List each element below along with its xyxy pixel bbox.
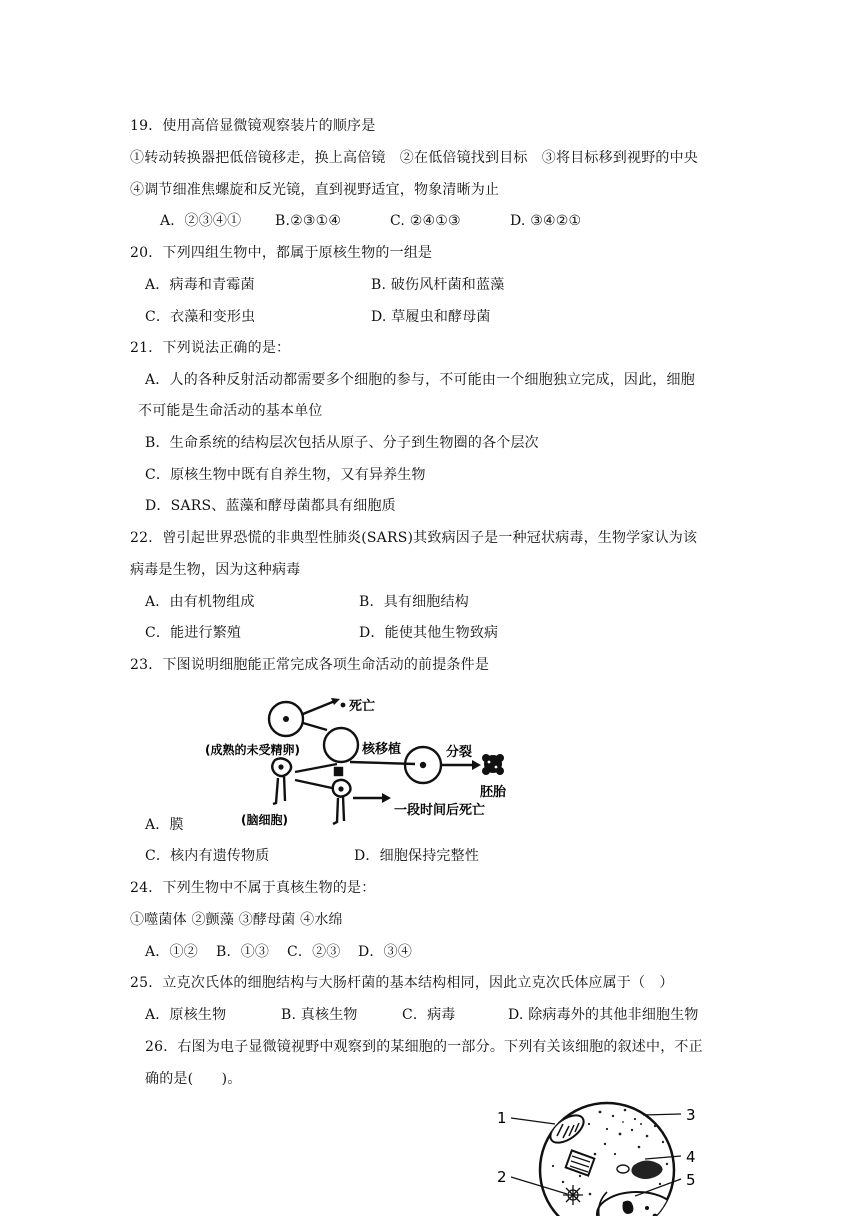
- q22-option-a: A．由有机物组成: [145, 594, 255, 610]
- q20-option-b: B. 破伤风杆菌和蓝藻: [371, 277, 505, 293]
- q23-option-d: D．细胞保持完整性: [354, 848, 480, 864]
- q26-cell-figure: [495, 1084, 705, 1216]
- q20-stem: 20．下列四组生物中，都属于原核生物的一组是: [130, 245, 433, 261]
- q22-options-row2: [145, 623, 498, 643]
- q22-stem-line1: 22．曾引起世界恐慌的非典型性肺炎(SARS)其致病因子是一种冠状病毒，生物学家认为该: [130, 530, 698, 546]
- q23-option-c: C．核内有遗传物质: [145, 848, 270, 864]
- q25-options: [145, 1005, 699, 1025]
- q22-option-d: D．能使其他生物致病: [359, 625, 499, 641]
- label-later-death: 一段时间后死亡: [394, 803, 486, 818]
- label-death: 死亡: [349, 699, 376, 714]
- q24-items: ①噬菌体 ②颤藻 ③酵母菌 ④水绵: [130, 912, 343, 928]
- label-mature-egg: (成熟的未受精卵): [205, 743, 300, 757]
- q21-option-d: D．SARS、蓝藻和酵母菌都具有细胞质: [145, 498, 396, 514]
- q22-option-c: C．能进行繁殖: [145, 625, 242, 641]
- label-3: 3: [686, 1106, 696, 1124]
- q19-option-a: A．②③④①: [160, 213, 242, 229]
- label-division: 分裂: [446, 745, 473, 760]
- q21-option-a-line2: 不可能是生命活动的基本单位: [138, 403, 323, 419]
- q25-option-b: B. 真核生物: [281, 1007, 358, 1023]
- q22-option-b: B．具有细胞结构: [359, 594, 469, 610]
- q19-line2: ④调节细准焦螺旋和反光镜，直到视野适宜，物象清晰为止: [130, 182, 500, 198]
- label-brain-cell: (脑细胞): [241, 813, 288, 827]
- label-embryo: 胚胎: [480, 785, 507, 800]
- q19-option-b: B.②③①④: [275, 213, 342, 229]
- q20-options-row1: [145, 275, 504, 295]
- label-nuclear-transfer: 核移植: [362, 742, 402, 757]
- q24-option-d: D．③④: [358, 944, 413, 960]
- label-5: 5: [686, 1171, 696, 1189]
- q26-stem-line2: 确的是( )。: [145, 1071, 242, 1087]
- q20-options-row2: [145, 307, 491, 327]
- q24-option-c: C．②③: [287, 944, 341, 960]
- q23-stem: 23．下图说明细胞能正常完成各项生命活动的前提条件是: [130, 657, 490, 673]
- q19-stem: 19．使用高倍显微镜观察装片的顺序是: [130, 118, 376, 134]
- q25-stem: 25．立克次氏体的细胞结构与大肠杆菌的基本结构相同，因此立克次氏体应属于（ ）: [130, 975, 674, 991]
- q26-stem-line1: 26．右图为电子显微镜视野中观察到的某细胞的一部分。下列有关该细胞的叙述中，不正: [145, 1039, 703, 1055]
- q23-option-a: A．膜: [145, 817, 184, 833]
- q21-option-a-line1: A．人的各种反射活动都需要多个细胞的参与，不可能由一个细胞独立完成，因此，细胞: [145, 372, 695, 388]
- q20-option-c: C．衣藻和变形虫: [145, 309, 256, 325]
- q23-options-row2: [145, 846, 479, 866]
- q25-option-d: D. 除病毒外的其他非细胞生物: [508, 1007, 699, 1023]
- q20-option-a: A．病毒和青霉菌: [145, 277, 255, 293]
- q19-option-c: C. ②④①③: [390, 213, 461, 229]
- q24-option-b: B．①③: [216, 944, 270, 960]
- q19-line1: ①转动转换器把低倍镜移走，换上高倍镜 ②在低倍镜找到目标 ③将目标移到视野的中央: [130, 150, 698, 166]
- q20-option-d: D. 草履虫和酵母菌: [371, 309, 491, 325]
- q21-option-b: B．生命系统的结构层次包括从原子、分子到生物圈的各个层次: [145, 435, 539, 451]
- q25-option-c: C．病毒: [402, 1007, 456, 1023]
- centrosome: [563, 1185, 583, 1205]
- q21-option-c: C．原核生物中既有自养生物，又有异养生物: [145, 467, 426, 483]
- q25-option-a: A．原核生物: [145, 1007, 227, 1023]
- q19-options: [160, 211, 581, 231]
- embryo-icon: [482, 754, 504, 775]
- q23-figure: [195, 688, 525, 836]
- q24-option-a: A．①②: [145, 944, 198, 960]
- label-1: 1: [497, 1109, 507, 1127]
- label-2: 2: [497, 1168, 507, 1186]
- q24-stem: 24．下列生物中不属于真核生物的是：: [130, 880, 376, 896]
- q19-option-d: D. ③④②①: [510, 213, 582, 229]
- q22-options-row1: [145, 592, 469, 612]
- q22-stem-line2: 病毒是生物，因为这种病毒: [130, 562, 301, 578]
- label-4: 4: [686, 1148, 696, 1166]
- q24-options: [145, 942, 412, 962]
- enucleated-egg-cell: [324, 728, 358, 762]
- q21-stem: 21．下列说法正确的是：: [130, 340, 291, 356]
